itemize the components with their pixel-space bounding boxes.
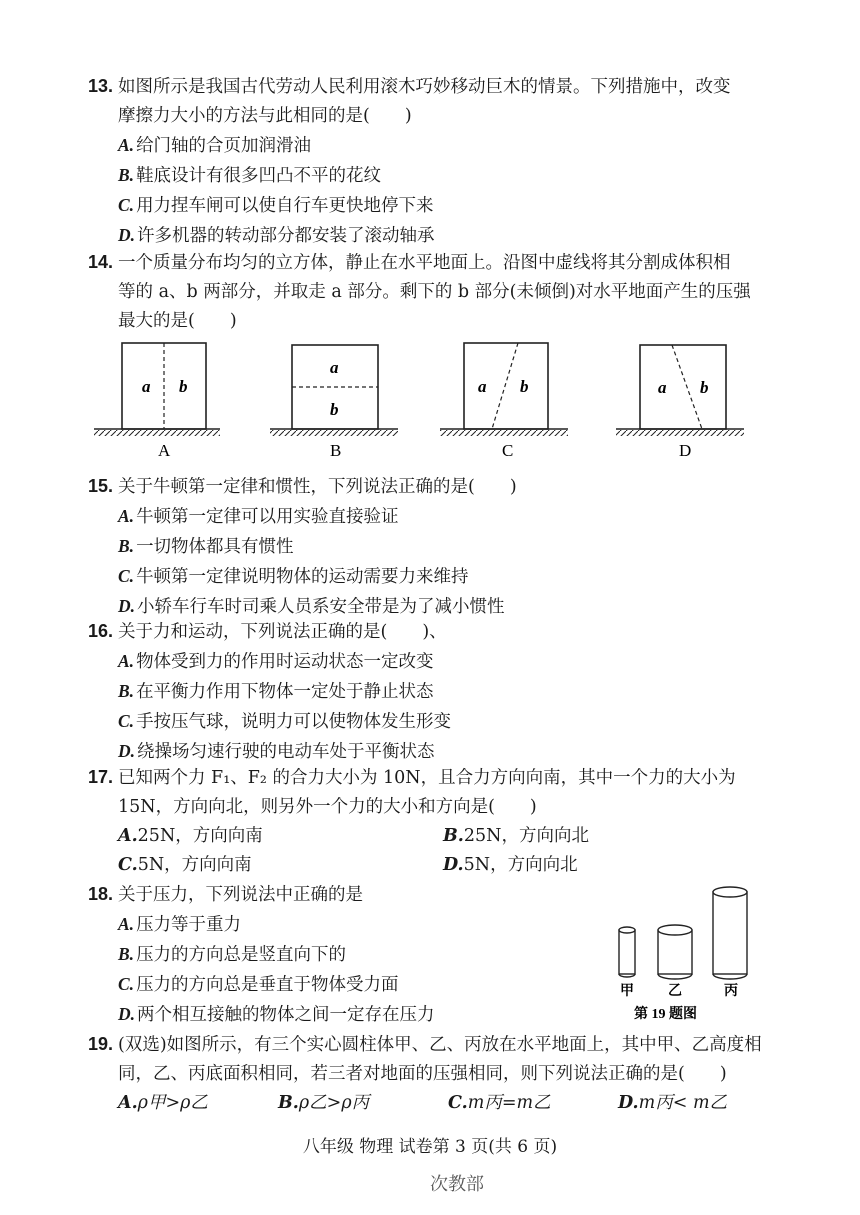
question-number: 13. [88,76,114,96]
option-a[interactable]: A. 压力等于重力 [118,914,242,935]
option-b[interactable]: B. 压力的方向总是竖直向下的 [118,944,347,965]
question-13 [88,72,768,251]
question-number: 16. [88,621,114,641]
question-16 [88,617,768,767]
figure-label: C [502,441,514,460]
figure-c[interactable] [440,343,568,460]
question-text: 如图所示是我国古代劳动人民利用滚木巧妙移动巨木的情景。下列措施中，改变 [118,77,731,97]
figure-caption: 第 19 题图 [634,1007,697,1022]
option-c[interactable]: C. 用力捏车闸可以使自行车更快地停下来 [118,195,434,216]
question-text: (双选)如图所示，有三个实心圆柱体甲、乙、丙放在水平地面上，其中甲、乙高度相 [118,1035,762,1055]
part-b-label: b [330,400,339,419]
cylinders-figure [604,880,754,1025]
option-a[interactable]: A. 牛顿第一定律可以用实验直接验证 [118,506,399,527]
question-19 [88,1030,768,1118]
cylinder-bing [713,887,747,979]
label-yi: 乙 [668,984,682,999]
question-text: 最大的是( ) [118,311,237,331]
figure-d[interactable] [616,345,744,460]
figure-label: B [330,441,342,460]
option-b[interactable]: B. 在平衡力作用下物体一定处于静止状态 [118,681,434,702]
question-text: 15N，方向向北，则另外一个力的大小和方向是( ) [118,797,537,817]
label-bing: 丙 [724,984,738,999]
question-number: 14. [88,252,114,272]
option-c[interactable]: C.5N，方向向南 [118,855,252,875]
figure-b[interactable] [270,345,398,460]
question-text: 已知两个力 F₁、F₂ 的合力大小为 10N，且合力方向向南，其中一个力的大小为 [118,768,736,788]
question-text: 等的 a、b 两部分，并取走 a 部分。剩下的 b 部分(未倾倒)对水平地面产生的压强 [118,282,751,302]
option-c[interactable]: C.m丙=m乙 [448,1093,551,1113]
page-footer: 八年级 物理 试卷第 3 页(共 6 页) [302,1137,558,1157]
cylinder-yi [658,925,692,979]
figure-label: A [158,441,171,460]
question-14 [88,248,768,336]
question-text: 关于力和运动，下列说法正确的是( )、 [118,622,447,642]
option-b[interactable]: B.25N，方向向北 [443,826,589,846]
cube-figures [80,335,760,465]
question-text: 关于牛顿第一定律和惯性，下列说法正确的是( ) [118,477,517,497]
option-d[interactable]: D. 小轿车行车时司乘人员系安全带是为了减小惯性 [118,596,505,617]
option-d[interactable]: D. 两个相互接触的物体之间一定存在压力 [118,1004,435,1025]
figure-a[interactable] [94,343,220,460]
option-c[interactable]: C. 手按压气球，说明力可以使物体发生形变 [118,711,452,732]
question-17 [88,763,768,880]
part-a-label: a [142,377,151,396]
cylinder-jia [619,927,635,977]
option-d[interactable]: D.m丙< m乙 [618,1093,728,1113]
label-jia: 甲 [620,984,634,999]
option-d[interactable]: D. 绕操场匀速行驶的电动车处于平衡状态 [118,741,435,762]
option-c[interactable]: C. 牛顿第一定律说明物体的运动需要力来维持 [118,566,469,587]
question-18 [88,880,608,1030]
part-a-label: a [658,378,667,397]
part-b-label: b [179,377,188,396]
question-text: 同，乙、丙底面积相同，若三者对地面的压强相同，则下列说法正确的是( ) [118,1064,727,1084]
option-c[interactable]: C. 压力的方向总是垂直于物体受力面 [118,974,399,995]
option-b[interactable]: B. 鞋底设计有很多凹凸不平的花纹 [118,165,382,186]
option-d[interactable]: D. 许多机器的转动部分都安装了滚动轴承 [118,225,435,246]
figure-label: D [679,441,692,460]
option-a[interactable]: A. 给门轴的合页加润滑油 [118,135,312,156]
stamp-mark: 次教部 [430,1174,484,1195]
option-a[interactable]: A.25N，方向向南 [118,826,263,846]
question-text: 摩擦力大小的方法与此相同的是( ) [118,106,412,126]
question-number: 19. [88,1034,114,1054]
question-number: 17. [88,767,114,787]
question-text: 关于压力，下列说法中正确的是 [118,885,363,905]
part-a-label: a [330,358,339,377]
question-number: 15. [88,476,114,496]
question-text: 一个质量分布均匀的立方体，静止在水平地面上。沿图中虚线将其分割成体积相 [118,253,731,273]
option-a[interactable]: A. 物体受到力的作用时运动状态一定改变 [118,651,434,672]
part-b-label: b [700,378,709,397]
option-b[interactable]: B.ρ乙>ρ丙 [278,1093,370,1113]
option-d[interactable]: D.5N，方向向北 [443,855,578,875]
option-a[interactable]: A.ρ甲>ρ乙 [118,1093,208,1113]
question-number: 18. [88,884,114,904]
question-15 [88,472,768,622]
option-b[interactable]: B. 一切物体都具有惯性 [118,536,294,557]
part-b-label: b [520,377,529,396]
part-a-label: a [478,377,487,396]
